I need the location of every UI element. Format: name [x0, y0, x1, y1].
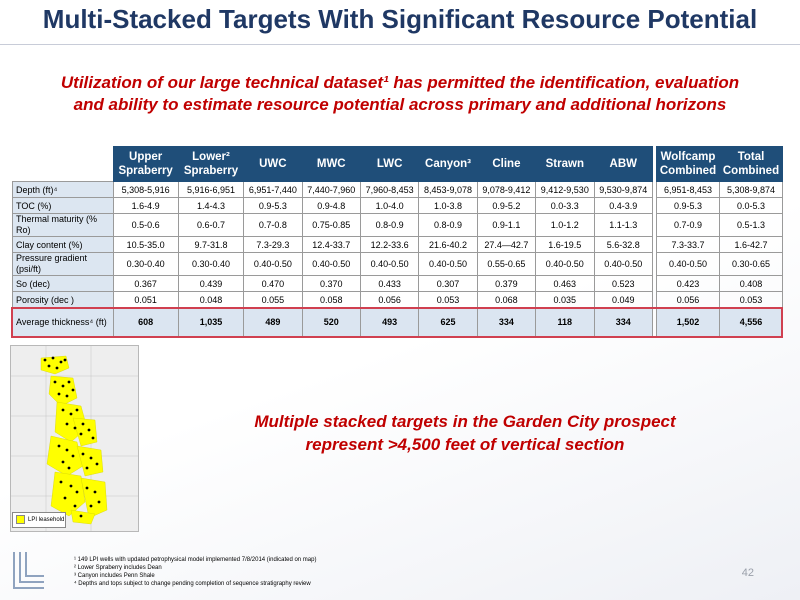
- combined-column-header: [720, 147, 783, 182]
- table-cell: 1,035: [178, 308, 243, 337]
- combined-cell: 6,951-8,453: [657, 182, 720, 198]
- row-label: TOC (%): [13, 198, 114, 214]
- table-cell: 0.40-0.50: [244, 253, 302, 276]
- table-corner: [13, 147, 114, 182]
- row-label: Average thickness⁴ (ft): [13, 308, 114, 337]
- table-cell: 608: [113, 308, 178, 337]
- combined-table-row: [657, 253, 783, 276]
- table-cell: 0.068: [477, 292, 535, 308]
- table-cell: 1.6-4.9: [113, 198, 178, 214]
- table-cell: 9,078-9,412: [477, 182, 535, 198]
- combined-cell: 0.7-0.9: [657, 214, 720, 237]
- table-cell: 1.1-1.3: [594, 214, 653, 237]
- table-cell: 0.051: [113, 292, 178, 308]
- table-cell: 489: [244, 308, 302, 337]
- table-cell: 0.30-0.40: [178, 253, 243, 276]
- row-label: So (dec): [13, 276, 114, 292]
- table-cell: 0.035: [536, 292, 594, 308]
- table-cell: 0.40-0.50: [419, 253, 477, 276]
- column-header-line: Canyon³: [425, 158, 472, 170]
- table-cell: 0.433: [360, 276, 418, 292]
- combined-table-row: [657, 292, 783, 308]
- row-label: Pressure gradient (psi/ft): [13, 253, 114, 276]
- combined-table-row: [657, 214, 783, 237]
- table-cell: 0.9-5.2: [477, 198, 535, 214]
- table-row: [13, 198, 653, 214]
- map-legend: [12, 512, 66, 528]
- table-cell: 12.2-33.6: [360, 237, 418, 253]
- column-header-line: Spraberry: [118, 165, 173, 177]
- combined-cell: 0.408: [720, 276, 783, 292]
- combined-table-row: [657, 276, 783, 292]
- column-header-line: ABW: [609, 158, 637, 170]
- combined-cell: 0.053: [720, 292, 783, 308]
- callout-text: [190, 410, 740, 456]
- table-cell: 0.30-0.40: [113, 253, 178, 276]
- table-cell: 1.4-4.3: [178, 198, 243, 214]
- table-cell: 520: [302, 308, 360, 337]
- table-row: [13, 182, 653, 198]
- combined-header-row: [657, 147, 783, 182]
- title-divider: [0, 44, 800, 45]
- legend-label: LPI leasehold: [28, 517, 65, 523]
- table-cell: 0.463: [536, 276, 594, 292]
- combined-table-row: [657, 182, 783, 198]
- table-cell: 10.5-35.0: [113, 237, 178, 253]
- table-cell: 0.6-0.7: [178, 214, 243, 237]
- column-header-line: UWC: [259, 158, 287, 170]
- table-cell: 0.40-0.50: [536, 253, 594, 276]
- table-row: [13, 308, 653, 337]
- column-header: [594, 147, 653, 182]
- column-header: [419, 147, 477, 182]
- table-cell: 0.55-0.65: [477, 253, 535, 276]
- table-cell: 21.6-40.2: [419, 237, 477, 253]
- table-row: [13, 253, 653, 276]
- footnote-3: ³ Canyon includes Penn Shale: [74, 573, 155, 579]
- table-cell: 0.75-0.85: [302, 214, 360, 237]
- column-header-line: LWC: [376, 158, 403, 170]
- table-cell: 0.048: [178, 292, 243, 308]
- combined-cell: 4,556: [720, 308, 783, 337]
- callout-line-2: represent >4,500 feet of vertical section: [305, 435, 625, 454]
- column-header-line: Upper: [129, 151, 163, 163]
- column-header: [244, 147, 302, 182]
- column-header-line: MWC: [316, 158, 346, 170]
- row-label: Depth (ft)⁴: [13, 182, 114, 198]
- map-graphic: [11, 346, 138, 531]
- table-cell: 5.6-32.8: [594, 237, 653, 253]
- table-cell: 0.7-0.8: [244, 214, 302, 237]
- table-cell: 1.0-3.8: [419, 198, 477, 214]
- table-cell: 0.8-0.9: [360, 214, 418, 237]
- footnote-2: ² Lower Spraberry includes Dean: [74, 565, 162, 571]
- row-label: Clay content (%): [13, 237, 114, 253]
- table-cell: 334: [594, 308, 653, 337]
- combined-cell: 0.30-0.65: [720, 253, 783, 276]
- table-cell: 118: [536, 308, 594, 337]
- table-cell: 0.307: [419, 276, 477, 292]
- table-cell: 0.379: [477, 276, 535, 292]
- table-cell: 7,440-7,960: [302, 182, 360, 198]
- column-header-line: Combined: [659, 165, 717, 177]
- combined-cell: 7.3-33.7: [657, 237, 720, 253]
- combined-table-row: [657, 308, 783, 337]
- subtitle-line-1: Utilization of our large technical dataset¹ has permitted the identification, evaluation: [60, 73, 740, 92]
- table-cell: 0.8-0.9: [419, 214, 477, 237]
- callout-line-1: Multiple stacked targets in the Garden City prospect: [254, 412, 676, 431]
- table-row: [13, 214, 653, 237]
- combined-properties-table: [656, 146, 783, 337]
- combined-cell: 5,308-9,874: [720, 182, 783, 198]
- table-cell: 9,412-9,530: [536, 182, 594, 198]
- column-header-line: Total: [737, 151, 765, 163]
- page-number: 42: [741, 567, 754, 579]
- table-cell: 5,308-5,916: [113, 182, 178, 198]
- table-cell: 493: [360, 308, 418, 337]
- combined-cell: 0.423: [657, 276, 720, 292]
- table-cell: 0.370: [302, 276, 360, 292]
- combined-cell: 0.5-1.3: [720, 214, 783, 237]
- table-cell: 0.055: [244, 292, 302, 308]
- table-cell: 0.056: [360, 292, 418, 308]
- column-header: [178, 147, 243, 182]
- column-header: [360, 147, 418, 182]
- table-row: [13, 237, 653, 253]
- table-cell: 7.3-29.3: [244, 237, 302, 253]
- column-header-line: Cline: [492, 158, 521, 170]
- combined-cell: 0.9-5.3: [657, 198, 720, 214]
- leasehold-swatch-icon: [16, 515, 25, 524]
- leasehold-areas: [41, 356, 107, 524]
- table-cell: 0.523: [594, 276, 653, 292]
- table-cell: 1.0-4.0: [360, 198, 418, 214]
- column-header: [477, 147, 535, 182]
- table-row: [13, 276, 653, 292]
- footnotes: [74, 556, 316, 588]
- combined-cell: 0.0-5.3: [720, 198, 783, 214]
- table-cell: 0.058: [302, 292, 360, 308]
- column-header-line: Spraberry: [183, 165, 239, 177]
- table-cell: 0.0-3.3: [536, 198, 594, 214]
- table-cell: 334: [477, 308, 535, 337]
- table-cell: 0.439: [178, 276, 243, 292]
- table-cell: 0.4-3.9: [594, 198, 653, 214]
- table-cell: 27.4—42.7: [477, 237, 535, 253]
- table-cell: 6,951-7,440: [244, 182, 302, 198]
- column-header: [536, 147, 594, 182]
- footnote-4: ⁴ Depths and tops subject to change pending completion of sequence stratigraphy review: [74, 581, 311, 587]
- subtitle-line-2: and ability to estimate resource potential across primary and additional horizons: [73, 95, 727, 114]
- row-label: Thermal maturity (% Ro): [13, 214, 114, 237]
- table-cell: 0.049: [594, 292, 653, 308]
- table-cell: 0.367: [113, 276, 178, 292]
- table-cell: 5,916-6,951: [178, 182, 243, 198]
- table-cell: 0.470: [244, 276, 302, 292]
- table-cell: 0.5-0.6: [113, 214, 178, 237]
- table-header-row: [13, 147, 653, 182]
- company-logo-icon: [10, 550, 46, 592]
- combined-column-header: [657, 147, 720, 182]
- table-cell: 0.9-5.3: [244, 198, 302, 214]
- table-cell: 7,960-8,453: [360, 182, 418, 198]
- table-cell: 0.053: [419, 292, 477, 308]
- table-cell: 1.6-19.5: [536, 237, 594, 253]
- column-header: [113, 147, 178, 182]
- table-cell: 8,453-9,078: [419, 182, 477, 198]
- combined-cell: 0.40-0.50: [657, 253, 720, 276]
- table-cell: 1.0-1.2: [536, 214, 594, 237]
- table-cell: 9.7-31.8: [178, 237, 243, 253]
- table-cell: 0.9-1.1: [477, 214, 535, 237]
- subtitle: [20, 72, 780, 116]
- table-cell: 0.9-4.8: [302, 198, 360, 214]
- table-cell: 0.40-0.50: [302, 253, 360, 276]
- reservoir-properties-table: [12, 146, 653, 337]
- leasehold-map: [10, 345, 139, 532]
- column-header-line: Combined: [722, 165, 780, 177]
- slide-title: Multi-Stacked Targets With Significant Resource Potential: [42, 4, 758, 34]
- table-row: [13, 292, 653, 308]
- combined-table-row: [657, 198, 783, 214]
- footnote-1: ¹ 149 LPI wells with updated petrophysical model implemented 7/8/2014 (indicated on map): [74, 557, 317, 563]
- table-cell: 9,530-9,874: [594, 182, 653, 198]
- table-cell: 0.40-0.50: [594, 253, 653, 276]
- combined-cell: 1,502: [657, 308, 720, 337]
- row-label: Porosity (dec ): [13, 292, 114, 308]
- combined-table-row: [657, 237, 783, 253]
- combined-cell: 1.6-42.7: [720, 237, 783, 253]
- table-cell: 0.40-0.50: [360, 253, 418, 276]
- column-header-line: Lower²: [192, 151, 230, 163]
- table-cell: 12.4-33.7: [302, 237, 360, 253]
- column-header-line: Strawn: [545, 158, 584, 170]
- combined-cell: 0.056: [657, 292, 720, 308]
- column-header: [302, 147, 360, 182]
- column-header-line: Wolfcamp: [660, 151, 716, 163]
- table-cell: 625: [419, 308, 477, 337]
